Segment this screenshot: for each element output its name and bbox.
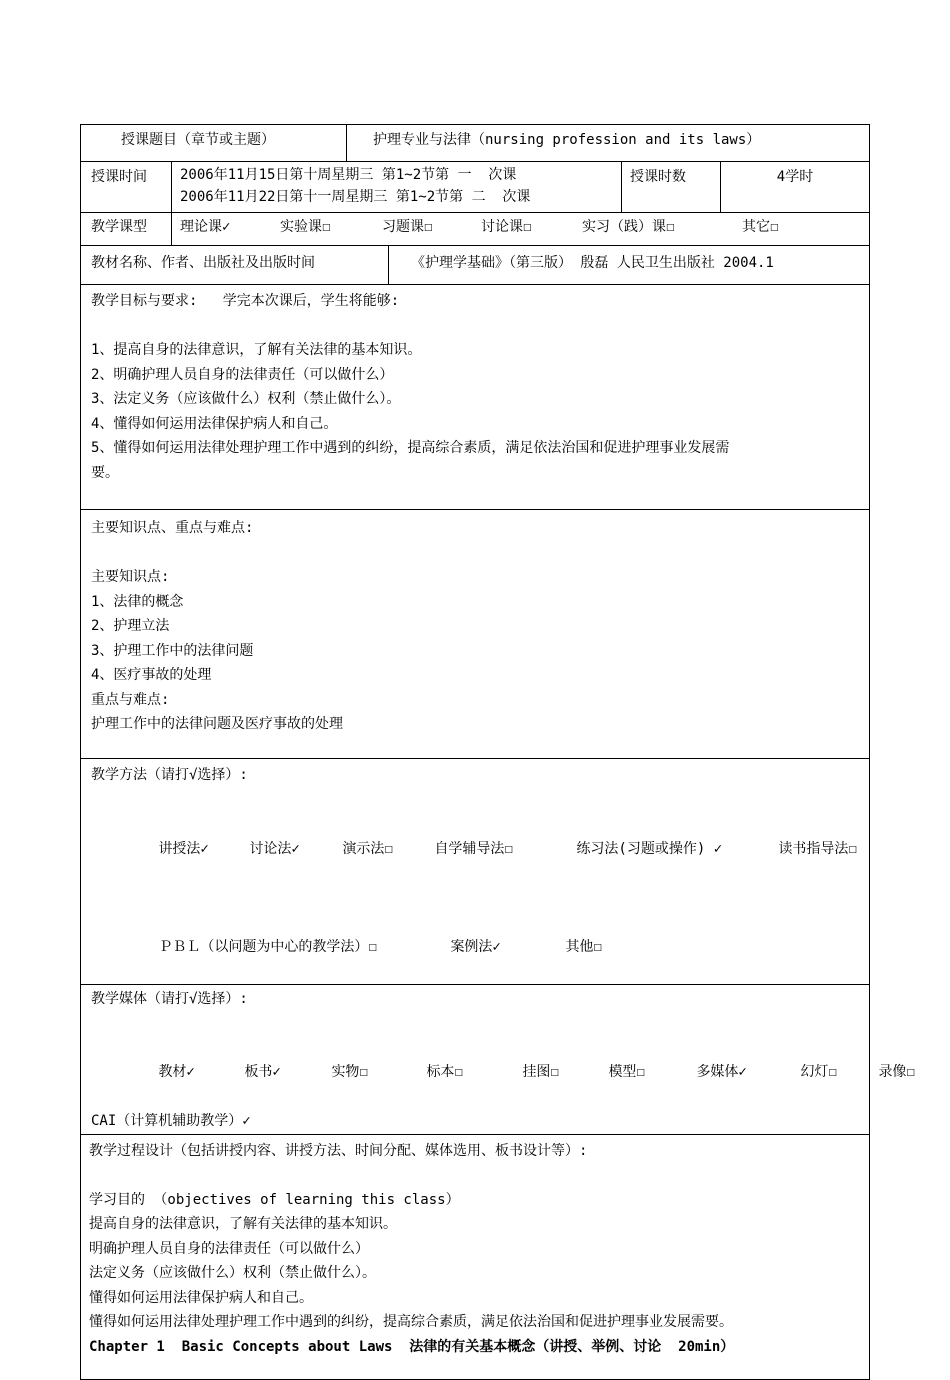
process-line: 法定义务（应该做什么）权利（禁止做什么）。 [89,1265,376,1281]
topic-label: 授课题目（章节或主题） [121,132,275,148]
textbook-label: 教材名称、作者、出版社及出版时间 [91,255,315,271]
media-slides[interactable]: 幻灯☐ [800,1064,837,1080]
difficulty-subheading: 重点与难点: [91,691,170,708]
objective-item: 4、懂得如何运用法律保护病人和自己。 [91,415,338,432]
lesson-plan-table [80,124,915,1380]
time-row [81,162,870,213]
key-points-heading: 主要知识点、重点与难点: [91,520,254,536]
method-reading[interactable]: 读书指导法☐ [778,840,857,857]
time-line-1: 2006年11月15日第十周星期三 第1~2节第 一 次课 [180,167,517,183]
course-type-discussion[interactable]: 讨论课☐ [481,219,532,235]
process-heading: 教学过程设计（包括讲授内容、讲授方法、时间分配、媒体选用、板书设计等）: [89,1142,588,1159]
method-self-study[interactable]: 自学辅导法☐ [434,840,513,857]
media-multimedia[interactable]: 多媒体✓ [696,1064,747,1080]
time-line-2: 2006年11月22日第十一周星期三 第1~2节第 二 次课 [180,189,531,205]
methods-heading: 教学方法（请打√选择）: [91,767,248,783]
process-line: 提高自身的法律意识，了解有关法律的基本知识。 [89,1216,397,1232]
course-type-label: 教学课型 [91,219,147,235]
process-line: 懂得如何运用法律保护病人和自己。 [89,1289,313,1306]
method-case[interactable]: 案例法✓ [450,938,501,955]
process-line: 明确护理人员自身的法律责任（可以做什么） [89,1240,369,1257]
media-wallchart[interactable]: 挂图☐ [522,1064,559,1080]
objectives-row [81,285,870,510]
objective-item: 2、明确护理人员自身的法律责任（可以做什么） [91,366,394,383]
methods-row [81,759,870,985]
course-type-lab[interactable]: 实验课☐ [280,219,331,235]
objective-item: 5、懂得如何运用法律处理护理工作中遇到的纠纷，提高综合素质，满足依法治国和促进护理事业发展需 [91,440,730,456]
method-pbl[interactable]: ＰＢＬ（以问题为中心的教学法）☐ [158,938,377,955]
objectives-heading: 教学目标与要求: 学完本次课后，学生将能够: [91,293,400,309]
course-type-practice[interactable]: 实习（践）课☐ [582,219,675,235]
key-points-subheading: 主要知识点: [91,569,170,585]
media-heading: 教学媒体（请打√选择）: [91,990,248,1007]
media-textbook[interactable]: 教材✓ [158,1064,195,1080]
key-point-item: 4、医疗事故的处理 [91,667,212,683]
course-type-theory[interactable]: 理论课✓ [180,219,231,235]
course-type-row [81,213,870,246]
textbook-value: 《护理学基础》（第三版） 殷磊 人民卫生出版社 2004.1 [388,246,869,284]
method-practice[interactable]: 练习法(习题或操作) ✓ [576,840,723,857]
method-demo[interactable]: 演示法☐ [342,840,393,857]
hours-value: 4学时 [720,162,869,212]
course-type-options [171,213,869,245]
media-video[interactable]: 录像☐ [878,1064,915,1080]
media-model[interactable]: 模型☐ [608,1064,645,1080]
key-point-item: 1、法律的概念 [91,593,184,610]
time-label: 授课时间 [91,169,147,185]
media-specimen[interactable]: 标本☐ [426,1064,463,1080]
objective-item: 3、法定义务（应该做什么）权利（禁止做什么）。 [91,391,401,407]
objective-item: 要。 [91,464,119,481]
objective-item: 1、提高自身的法律意识，了解有关法律的基本知识。 [91,342,422,358]
textbook-row [81,246,870,285]
process-line: 懂得如何运用法律处理护理工作中遇到的纠纷，提高综合素质，满足依法治国和促进护理事业发展需要。 [89,1314,733,1330]
topic-value: 护理专业与法律（nursing profession and its laws） [346,125,869,161]
chapter-title: Chapter 1 Basic Concepts about Laws 法律的有关基本概念（讲授、举例、讨论 20min） [89,1338,735,1355]
course-type-exercise[interactable]: 习题课☐ [382,219,433,235]
process-row [81,1134,870,1379]
key-points-row [81,510,870,759]
method-lecture[interactable]: 讲授法✓ [158,840,209,857]
hours-label: 授课时数 [621,162,720,212]
media-row [81,984,870,1134]
media-cai[interactable]: CAI（计算机辅助教学）✓ [91,1113,251,1129]
key-point-item: 3、护理工作中的法律问题 [91,642,254,659]
key-point-item: 2、护理立法 [91,618,170,634]
difficulty-text: 护理工作中的法律问题及医疗事故的处理 [91,716,343,732]
method-discussion[interactable]: 讨论法✓ [249,840,300,857]
lesson-plan-form [80,124,915,1380]
method-other[interactable]: 其他☐ [565,938,602,955]
media-blackboard[interactable]: 板书✓ [244,1064,281,1080]
course-type-other[interactable]: 其它☐ [742,219,779,235]
media-object[interactable]: 实物☐ [331,1064,368,1080]
process-objectives-title: 学习目的 （objectives of learning this class） [89,1191,460,1208]
topic-row [81,125,870,162]
